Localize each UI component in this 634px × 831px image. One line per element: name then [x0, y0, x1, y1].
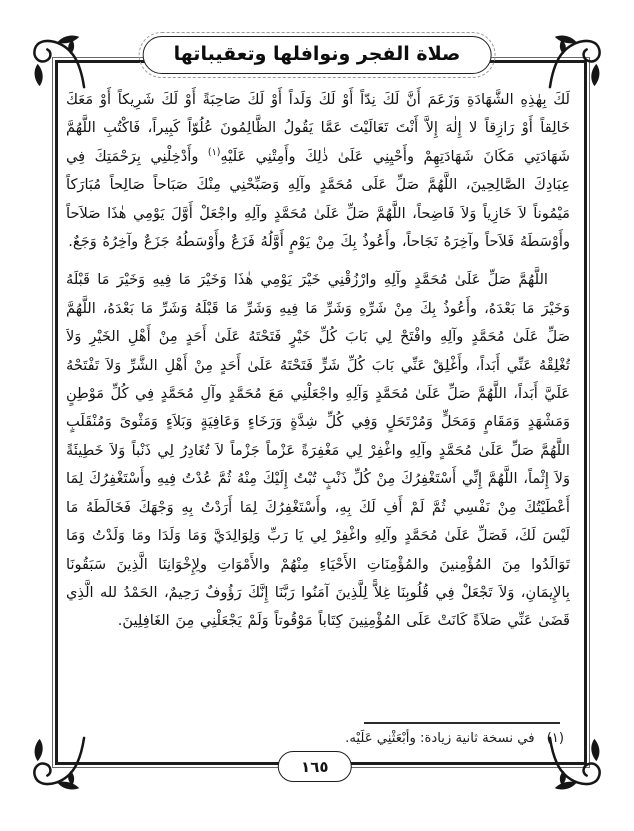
page-number: ١٦٥	[301, 757, 329, 776]
page-title: صلاة الفجر ونوافلها وتعقيباتها	[173, 43, 461, 65]
paragraph-1-text-after-note: وأَدْخِلْنِي بِرَحْمَتِكَ فِي عِبَادِكَ الصَّالِحِينَ، اللَّهُمَّ صَلِّ عَلَى مُحَمَّدٍ وآلِهِ وَصَبِّحْنِي مِنْكَ صَبَاحاً صَالِحاً مُبَارَكاً مَيْمُوناً لاَ خَازِياً وَلاَ فَاضِحاً، اللَّهُمَّ صَلِّ عَلَىٰ مُحَمَّدٍ وآلِهِ واجْعَلْ أَوَّلَ يَوْمِي هٰذَا صَلاَحاً وأَوْسَطَهُ فَلاَحاً وآخِرَهُ نَجَاحاً، وأَعُوذُ بِكَ مِنْ يَوْمٍ أَوَّلُهُ فَزَعٌ وأَوْسَطُهُ جَزَعٌ وآخِرُهُ وَجَعٌ.	[66, 147, 570, 251]
paragraph-1-text-before-note: لَكَ بِهٰذِهِ الشَّهَادَةِ وَزَعَمَ أَنَّ لَكَ نِدّاً أَوْ لَكَ وَلَداً أَوْ لَكَ صَاحِبَةً أَوْ لَكَ شَرِيكاً أَوْ مَعَكَ خَالِقاً أَوْ رَازِقاً لا إِلٰهَ إِلاَّ أَنْتَ تَعَالَيْتَ عَمَّا يَقُولُ الظَّالِمُونَ عُلُوّاً كَبِيراً، فَاكْتُبِ اللَّهُمَّ شَهَادَتِي مَكَانَ شَهَادَتِهِمْ وأَحْيِنِي عَلَىٰ ذٰلِكَ وأَمِتْنِي عَلَيْهِ	[66, 91, 570, 165]
footnote-reference-marker: (١)	[207, 146, 221, 158]
paragraph-2: اللَّهُمَّ صَلِّ عَلَىٰ مُحَمَّدٍ وآلِهِ وارْزُقْنِي خَيْرَ يَوْمِي هٰذَا وَخَيْرَ مَا فِيهِ وَخَيْرَ مَا قَبْلَهُ وَخَيْرَ مَا بَعْدَهُ، وأَعُوذُ بِكَ مِنْ شَرِّهِ وَشَرِّ مَا فِيهِ وَشَرِّ مَا قَبْلَهُ وَشَرِّ مَا بَعْدَهُ، اللَّهُمَّ صَلِّ عَلَىٰ مُحَمَّدٍ وآلِهِ وافْتَحْ لِي بَابَ كُلِّ خَيْرٍ فَتَحْتَهُ عَلَىٰ أَحَدٍ مِنْ أَهْلِ الخَيْرِ وَلاَ تُغْلِقْهُ عَنِّي أَبَداً، وأَغْلِقْ عَنِّي بَابَ كُلِّ شَرٍّ فَتَحْتَهُ عَلَىٰ أَحَدٍ مِنْ أَهْلِ الشَّرِّ وَلاَ تَفْتَحْهُ عَلَيَّ أَبَداً، اللَّهُمَّ صَلِّ عَلَىٰ مُحَمَّدٍ وَآلِهِ واجْعَلْنِي مَعَ مُحَمَّدٍ وآلِ مُحَمَّدٍ فِي كُلِّ مَوْطِنٍ وَمَشْهَدٍ وَمَقَامٍ وَمَحَلٍّ وَمُرْتَحَلٍ وَفِي كُلِّ شِدَّةٍ وَرَخَاءٍ وَعَافِيَةٍ وَبَلاَءٍ وَمَثْوىً وَمُنْقَلَبٍ اللَّهُمَّ صَلِّ عَلَىٰ مُحَمَّدٍ وآلِهِ واغْفِرْ لِي مَغْفِرَةً عَزْماً جَزْماً لاَ تُغَادِرُ لِي ذَنْباً وَلاَ خَطِيئَةً وَلاَ إِثْماً، اللَّهُمَّ إِنِّي أَسْتَغْفِرُكَ مِنْ كُلِّ ذَنْبٍ تُبْتُ إِلَيْكَ مِنْهُ ثُمَّ عُدْتُ فِيهِ وأَسْتَغْفِرُكَ لِمَا أَعْطَيْتُكَ مِنْ نَفْسِي ثُمَّ لَمْ أَفِ لَكَ بِهِ، وأَسْتَغْفِرُكَ لِمَا أَرَدْتُ بِهِ وَجْهَكَ فَخَالَطَهُ مَا لَيْسَ لَكَ، فَصَلِّ عَلَىٰ مُحَمَّدٍ وآلِهِ واغْفِرْ لِي يَا رَبِّ وَلِوَالِدَيَّ وَمَا وَلَدَا ومَا وَلَدْتُ وَمَا تَوَالَدُوا مِنَ المُؤْمِنينَ والمُؤْمِنَاتِ الأَحْيَاءِ مِنْهُمْ والأَمْوَاتِ ولِإِخْوَانِنَا الَّذِينَ سَبَقُونَا بِالإِيمَانِ، وَلاَ تَجْعَلْ فِي قُلُوبِنَا غِلاًّ لِلَّذِينَ آمَنُوا رَبَّنَا إِنَّكَ رَؤُوفٌ رَحِيمٌ، الحَمْدُ لله الَّذِي قَضَىٰ عَنِّي صَلاَةً كَانَتْ عَلَى المُؤْمِنِينَ كِتَاباً مَوْقُوتاً وَلَمْ يَجْعَلْنِي مِنَ الغَافِلِينَ.	[66, 271, 570, 630]
footnote-text: في نسخة ثانية زيادة: وأبْعَثْنِي عَلَيْه.	[345, 731, 535, 746]
floral-corner-ornament-icon	[548, 734, 606, 792]
footnote-block	[64, 722, 564, 746]
paragraph-1	[66, 86, 570, 256]
footnote-marker: (١)	[546, 731, 564, 746]
chapter-title-cartouche	[143, 36, 492, 74]
floral-corner-ornament-icon	[28, 33, 86, 91]
floral-corner-ornament-icon	[548, 33, 606, 91]
footnote	[64, 731, 564, 746]
footnote-divider	[364, 722, 560, 724]
body-text	[66, 86, 570, 712]
floral-corner-ornament-icon	[28, 734, 86, 792]
page-number-badge	[278, 751, 352, 782]
